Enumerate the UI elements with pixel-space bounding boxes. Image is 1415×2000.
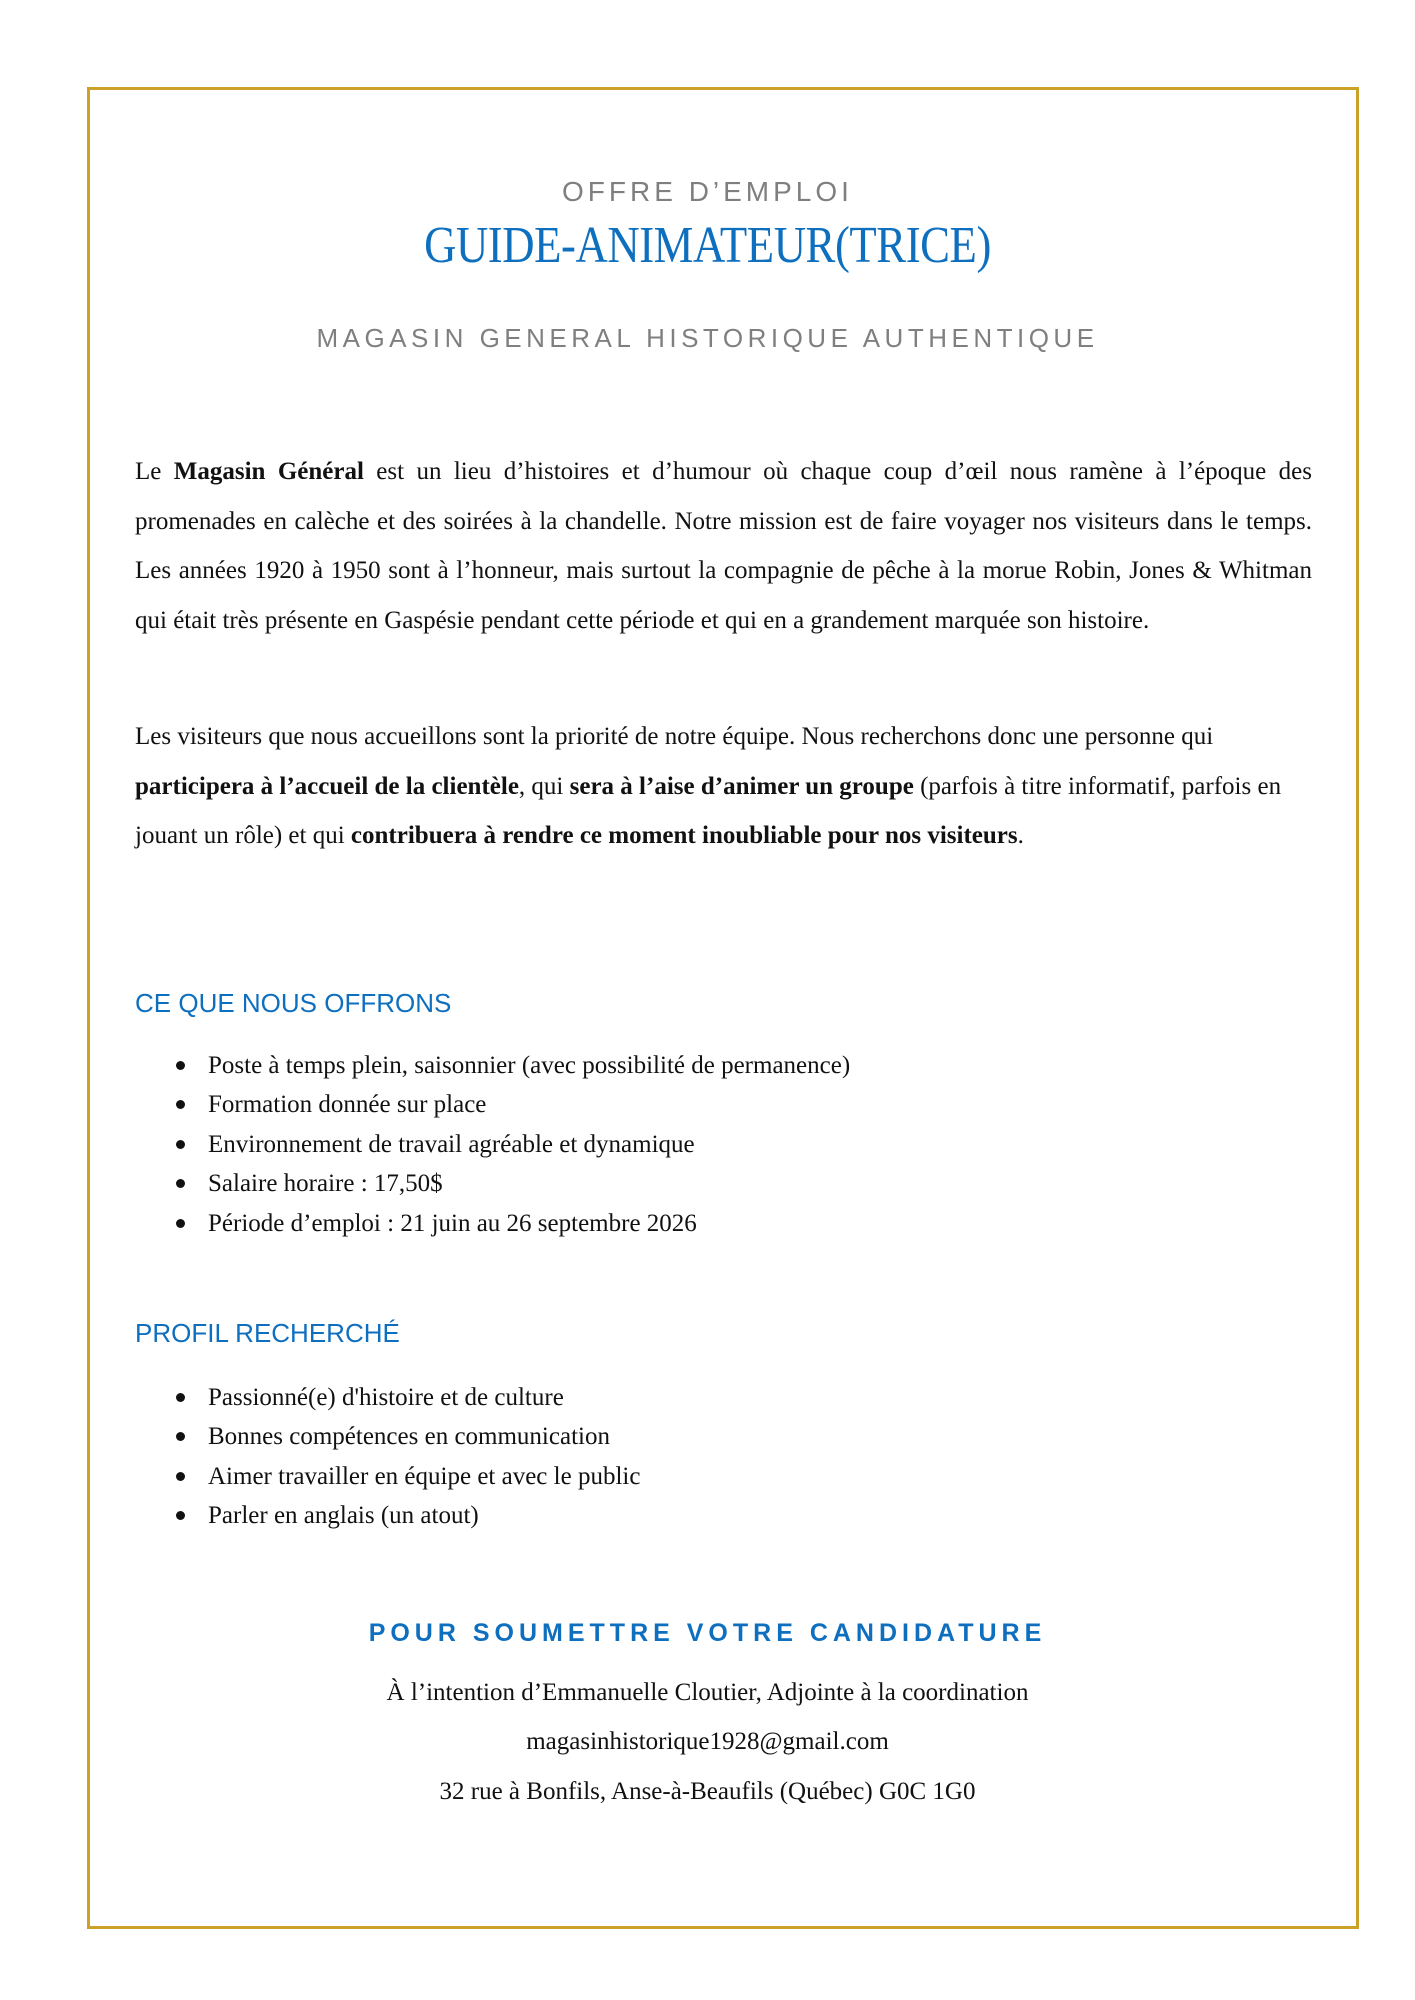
section-heading-profile: PROFIL RECHERCHÉ <box>135 1318 400 1348</box>
intro-bold-phrase: sera à l’aise d’animer un groupe <box>569 772 914 800</box>
bullet-icon <box>176 1179 185 1188</box>
bullet-icon <box>176 1061 185 1070</box>
list-item <box>135 1204 850 1243</box>
list-item <box>135 1125 850 1164</box>
list-item-text: Parler en anglais (un atout) <box>208 1502 479 1530</box>
bullet-icon <box>176 1219 185 1228</box>
list-item-text: Passionné(e) d'histoire et de culture <box>208 1384 564 1411</box>
bullet-icon <box>176 1511 185 1520</box>
intro-paragraph-1 <box>135 447 1312 646</box>
page-subtitle: MAGASIN GENERAL HISTORIQUE AUTHENTIQUE <box>316 323 1099 353</box>
list-item-text: Période d’emploi : 21 juin au 26 septembre 2026 <box>208 1209 697 1237</box>
overline-job-offer: OFFRE D’EMPLOI <box>562 176 853 207</box>
intro-bold-phrase: participera à l’accueil de la clientèle <box>135 772 519 800</box>
list-item <box>135 1378 640 1417</box>
contact-email-link[interactable]: magasinhistorique1928@gmail.com <box>526 1728 889 1755</box>
bullet-icon <box>176 1100 185 1109</box>
intro-text: est un lieu d’histoires et d’humour où chaque coup d’œil nous ramène à l’époque des promenades en calèche et des soirées à la chandelle. Notre mission est de faire voyager nos visiteurs dans le temps. Les années 1920 à 1950 sont à l’honneur, mais surtout la compagnie de pêche à la morue Robin, Jones & Whitman qui était très présente en Gaspésie pendant cette période et qui en a grandement marquée son histoire. <box>135 458 1312 635</box>
intro-paragraph-2 <box>135 712 1312 861</box>
page-title: GUIDE-ANIMATEUR(TRICE) <box>424 217 991 274</box>
offer-list <box>135 1046 850 1243</box>
list-item <box>135 1417 640 1456</box>
list-item-text: Aimer travailler en équipe et avec le public <box>208 1462 641 1490</box>
intro-bold-name: Magasin Général <box>173 458 364 485</box>
list-item <box>135 1164 850 1203</box>
section-heading-offer: CE QUE NOUS OFFRONS <box>135 988 452 1018</box>
bullet-icon <box>176 1393 185 1402</box>
list-item <box>135 1496 640 1535</box>
apply-heading: POUR SOUMETTRE VOTRE CANDIDATURE <box>368 1619 1047 1647</box>
list-item <box>135 1457 640 1496</box>
list-item-text: Bonnes compétences en communication <box>208 1423 610 1451</box>
intro-text: . <box>1017 822 1024 850</box>
list-item-text: Salaire horaire : 17,50$ <box>208 1170 443 1198</box>
list-item <box>135 1046 850 1085</box>
list-item-text: Poste à temps plein, saisonnier (avec possibilité de permanence) <box>208 1052 851 1079</box>
intro-text: , qui <box>518 772 570 800</box>
list-item-text: Formation donnée sur place <box>208 1091 487 1119</box>
intro-text: Les visiteurs que nous accueillons sont la priorité de notre équipe. Nous recherchons donc une personne qui <box>135 723 1214 750</box>
intro-bold-phrase: contribuera à rendre ce moment inoubliable pour nos visiteurs <box>350 822 1018 850</box>
bullet-icon <box>176 1140 185 1149</box>
list-item <box>135 1085 850 1124</box>
intro-text: Le <box>135 458 174 485</box>
intro-text: (parfois à titre informatif, parfois en jouant un rôle) et qui <box>135 772 1282 850</box>
profile-list <box>135 1378 640 1536</box>
contact-address: 32 rue à Bonfils, Anse-à-Beaufils (Québec) G0C 1G0 <box>439 1778 976 1805</box>
bullet-icon <box>176 1432 185 1441</box>
contact-attention: À l’intention d’Emmanuelle Cloutier, Adjointe à la coordination <box>386 1679 1029 1706</box>
list-item-text: Environnement de travail agréable et dynamique <box>208 1130 695 1158</box>
bullet-icon <box>176 1472 185 1481</box>
